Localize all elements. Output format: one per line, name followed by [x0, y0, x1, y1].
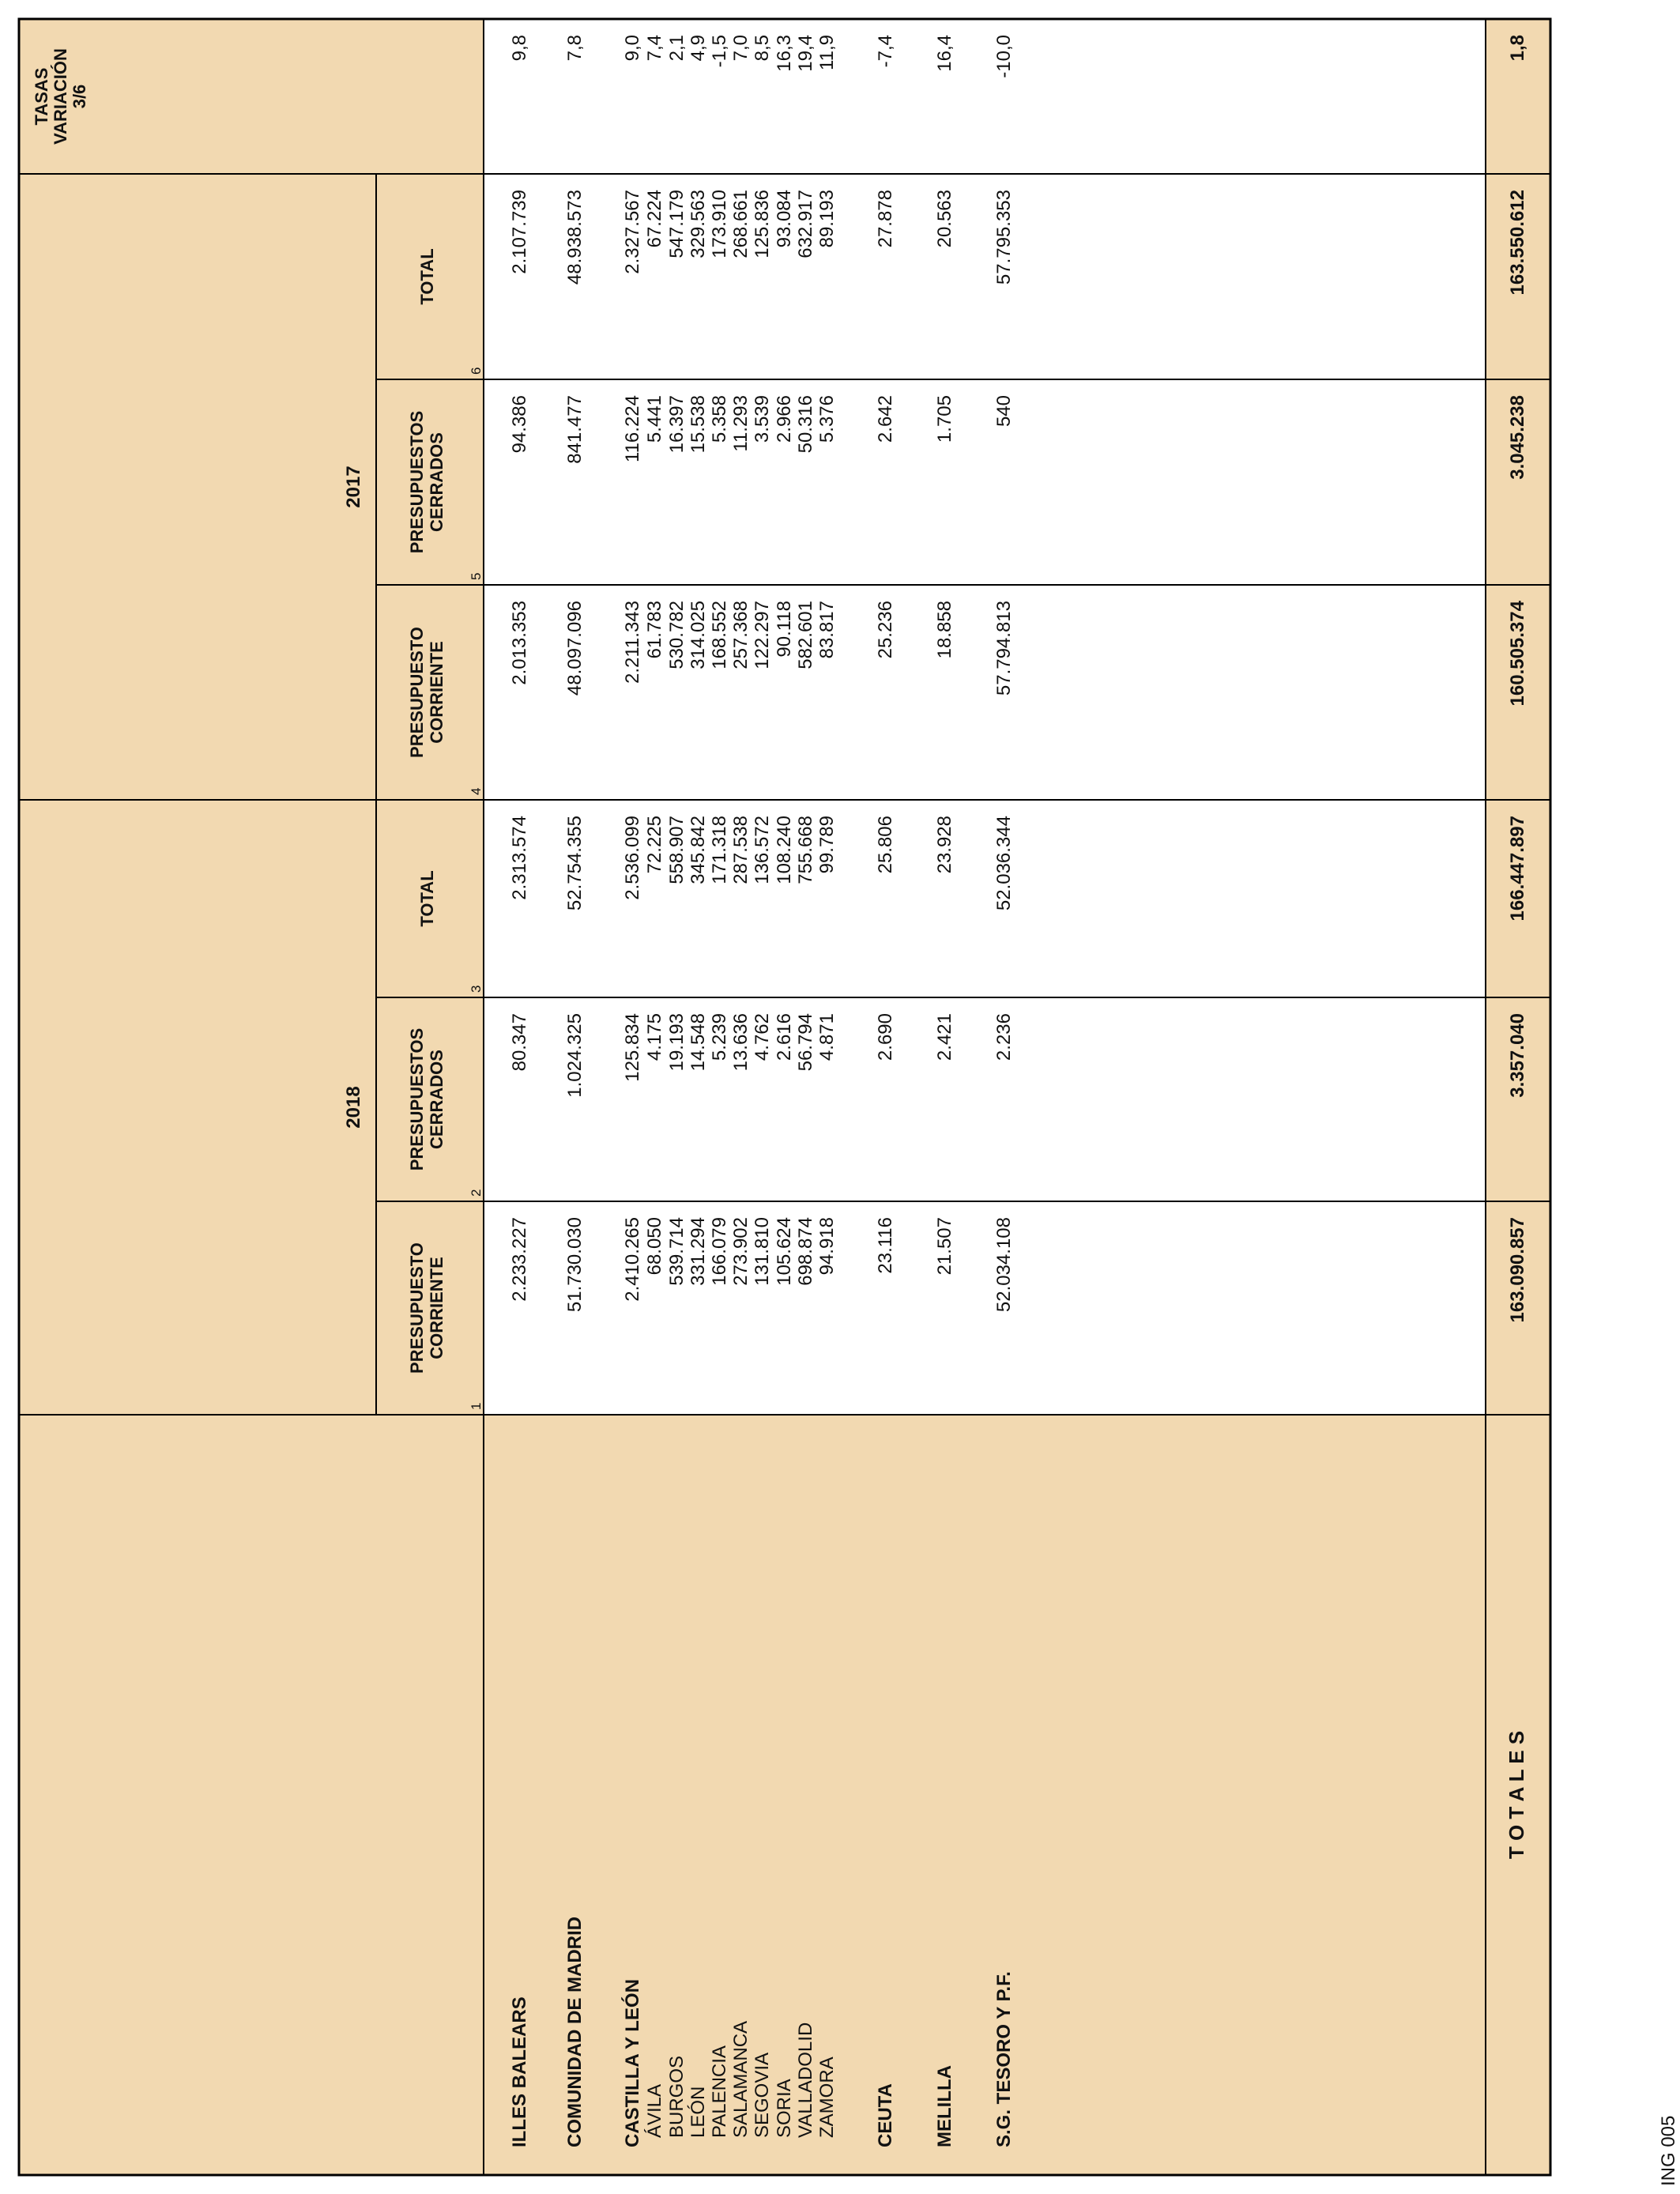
row-label: S.G. TESORO Y P.F.: [993, 1971, 1015, 2147]
totals-value: 3.357.040: [1507, 1013, 1528, 1098]
document-code: ING 005: [1658, 2115, 1679, 2186]
row-value: 56.794: [795, 1013, 816, 1072]
row-label: COMUNIDAD DE MADRID: [564, 1917, 586, 2147]
row-value: 755.668: [795, 816, 816, 884]
row-value: 540: [993, 395, 1015, 428]
row-value: 2.233.227: [509, 1217, 530, 1302]
row-value: 94.918: [816, 1217, 838, 1276]
column-number: 1: [469, 1402, 484, 1410]
row-value: 2.616: [774, 1013, 795, 1061]
row-value: 2.313.574: [509, 816, 530, 900]
row-value: 257.368: [730, 601, 751, 669]
row-value: 1.024.325: [564, 1013, 586, 1098]
row-value: 2.327.567: [622, 190, 643, 274]
row-value: 11,9: [816, 35, 838, 70]
row-value: 93.084: [774, 190, 795, 248]
column-header-line2: CERRADOS: [427, 1050, 446, 1149]
row-value: 25.236: [875, 601, 896, 659]
row-value: 122.297: [751, 601, 773, 669]
totals-value: 166.447.897: [1507, 816, 1528, 922]
row-value: 52.754.355: [564, 816, 586, 911]
totals-label: T O T A L E S: [1505, 1730, 1528, 1860]
row-value: 68.050: [644, 1217, 665, 1276]
row-value: 345.842: [687, 816, 709, 884]
column-number: 5: [469, 572, 484, 580]
row-value: 52.034.108: [993, 1217, 1015, 1313]
row-value: 80.347: [509, 1013, 530, 1072]
row-value: 4.762: [751, 1013, 773, 1061]
row-value: 314.025: [687, 601, 709, 669]
row-value: 16,3: [774, 35, 795, 72]
row-label: VALLADOLID: [795, 2022, 816, 2138]
row-value: 9,0: [622, 35, 643, 62]
column-number: 3: [469, 985, 484, 993]
row-value: 2.410.265: [622, 1217, 643, 1302]
row-value: 539.714: [666, 1217, 687, 1286]
row-value: 287.538: [730, 816, 751, 884]
row-value: 16,4: [934, 35, 955, 72]
row-value: 15.538: [687, 395, 709, 454]
row-value: 83.817: [816, 601, 838, 659]
row-value: 48.097.096: [564, 601, 586, 696]
row-label: SEGOVIA: [751, 2052, 773, 2138]
tasas-header-line3: 3/6: [70, 84, 89, 109]
row-value: 19,4: [795, 35, 816, 72]
row-value: 2.642: [875, 395, 896, 443]
row-value: 57.795.353: [993, 190, 1015, 285]
row-value: 5.358: [709, 395, 730, 443]
row-value: 19.193: [666, 1013, 687, 1072]
row-label: LEÓN: [687, 2086, 709, 2138]
row-label: PALENCIA: [709, 2045, 730, 2138]
column-header-line2: CORRIENTE: [427, 641, 446, 744]
column-header-line1: PRESUPUESTO: [407, 627, 427, 758]
row-value: 166.079: [709, 1217, 730, 1286]
row-value: 8,5: [751, 35, 773, 62]
row-value: 23.928: [934, 816, 955, 874]
row-value: 2.211.343: [622, 601, 643, 684]
row-value: 2.690: [875, 1013, 896, 1061]
row-value: 171.318: [709, 816, 730, 884]
row-value: 21.507: [934, 1217, 955, 1276]
row-value: 530.782: [666, 601, 687, 669]
row-value: 51.730.030: [564, 1217, 586, 1313]
row-value: 94.386: [509, 395, 530, 454]
row-value: -1,5: [709, 35, 730, 68]
label-column-background: [19, 1415, 1550, 2175]
row-label: CASTILLA Y LEÓN: [622, 1979, 643, 2147]
row-label: BURGOS: [666, 2055, 687, 2138]
totals-value: 163.550.612: [1507, 190, 1528, 296]
row-value: 52.036.344: [993, 816, 1015, 911]
row-value: 25.806: [875, 816, 896, 874]
row-value: 632.917: [795, 190, 816, 258]
row-value: 582.601: [795, 601, 816, 669]
row-value: 9,8: [509, 35, 530, 62]
row-value: 27.878: [875, 190, 896, 248]
year-2017-label: 2017: [343, 466, 364, 508]
row-label: SORIA: [774, 2079, 795, 2138]
row-value: 273.902: [730, 1217, 751, 1286]
column-number: 4: [469, 787, 484, 795]
row-value: 13.636: [730, 1013, 751, 1072]
row-value: 5.441: [644, 395, 665, 443]
row-label: CEUTA: [875, 2083, 896, 2147]
row-value: 136.572: [751, 816, 773, 884]
totals-value: 1,8: [1507, 35, 1528, 62]
row-value: 48.938.573: [564, 190, 586, 285]
row-label: ÁVILA: [644, 2083, 665, 2138]
row-value: 331.294: [687, 1217, 709, 1286]
row-label: ZAMORA: [816, 2056, 838, 2138]
row-value: 125.834: [622, 1013, 643, 1082]
row-value: 72.225: [644, 816, 665, 874]
row-value: 4.871: [816, 1013, 838, 1061]
column-header-line1: PRESUPUESTO: [407, 1242, 427, 1374]
column-header: TOTAL: [417, 870, 437, 927]
column-header-line1: PRESUPUESTOS: [407, 1027, 427, 1171]
row-value: 5.376: [816, 395, 838, 443]
row-value: -7,4: [875, 35, 896, 68]
totals-value: 163.090.857: [1507, 1217, 1528, 1323]
row-value: 2.236: [993, 1013, 1015, 1061]
column-number: 2: [469, 1189, 484, 1197]
tasas-header-line1: TASAS: [32, 67, 51, 126]
tasas-header-line2: VARIACIÓN: [51, 48, 70, 145]
row-label: MELILLA: [934, 2065, 955, 2147]
row-value: 18.858: [934, 601, 955, 659]
row-value: 841.477: [564, 395, 586, 464]
row-value: 7,8: [564, 35, 586, 62]
row-value: 329.563: [687, 190, 709, 258]
row-value: 105.624: [774, 1217, 795, 1286]
row-value: 11.293: [730, 395, 751, 452]
row-value: 108.240: [774, 816, 795, 884]
row-value: 90.118: [774, 601, 795, 658]
row-value: 268.661: [730, 190, 751, 258]
row-value: 558.907: [666, 816, 687, 884]
row-value: 89.193: [816, 190, 838, 248]
row-label: SALAMANCA: [730, 2020, 751, 2138]
row-value: 5.239: [709, 1013, 730, 1061]
row-value: 14.548: [687, 1013, 709, 1072]
row-value: 2.013.353: [509, 601, 530, 685]
row-value: 168.552: [709, 601, 730, 669]
row-value: 173.910: [709, 190, 730, 258]
row-value: 2.966: [774, 395, 795, 443]
row-value: 7,4: [644, 35, 665, 62]
column-header: TOTAL: [417, 248, 437, 305]
row-value: 2,1: [666, 35, 687, 62]
totals-value: 160.505.374: [1507, 601, 1528, 707]
row-value: 4.175: [644, 1013, 665, 1061]
column-header-line2: CERRADOS: [427, 432, 446, 532]
row-label: ILLES BALEARS: [509, 1996, 530, 2147]
column-header-line1: PRESUPUESTOS: [407, 410, 427, 554]
row-value: 2.536.099: [622, 816, 643, 900]
row-value: 125.836: [751, 190, 773, 258]
row-value: 67.224: [644, 190, 665, 248]
row-value: 698.874: [795, 1217, 816, 1286]
row-value: 50.316: [795, 395, 816, 454]
row-value: 1.705: [934, 395, 955, 443]
row-value: 116.224: [622, 395, 643, 462]
row-value: 4,9: [687, 35, 709, 62]
row-value: 99.789: [816, 816, 838, 874]
row-value: 547.179: [666, 190, 687, 258]
column-header-line2: CORRIENTE: [427, 1257, 446, 1359]
column-number: 6: [469, 367, 484, 375]
row-value: 23.116: [875, 1217, 896, 1274]
row-value: 3.539: [751, 395, 773, 443]
row-value: 20.563: [934, 190, 955, 248]
row-value: 131.810: [751, 1217, 773, 1286]
row-value: 61.783: [644, 601, 665, 659]
row-value: 7,0: [730, 35, 751, 62]
row-value: 16.397: [666, 395, 687, 454]
row-value: 57.794.813: [993, 601, 1015, 696]
year-2018-label: 2018: [343, 1086, 364, 1129]
row-value: 2.107.739: [509, 190, 530, 274]
totals-value: 3.045.238: [1507, 395, 1528, 480]
row-value: -10,0: [993, 35, 1015, 78]
row-value: 2.421: [934, 1013, 955, 1061]
